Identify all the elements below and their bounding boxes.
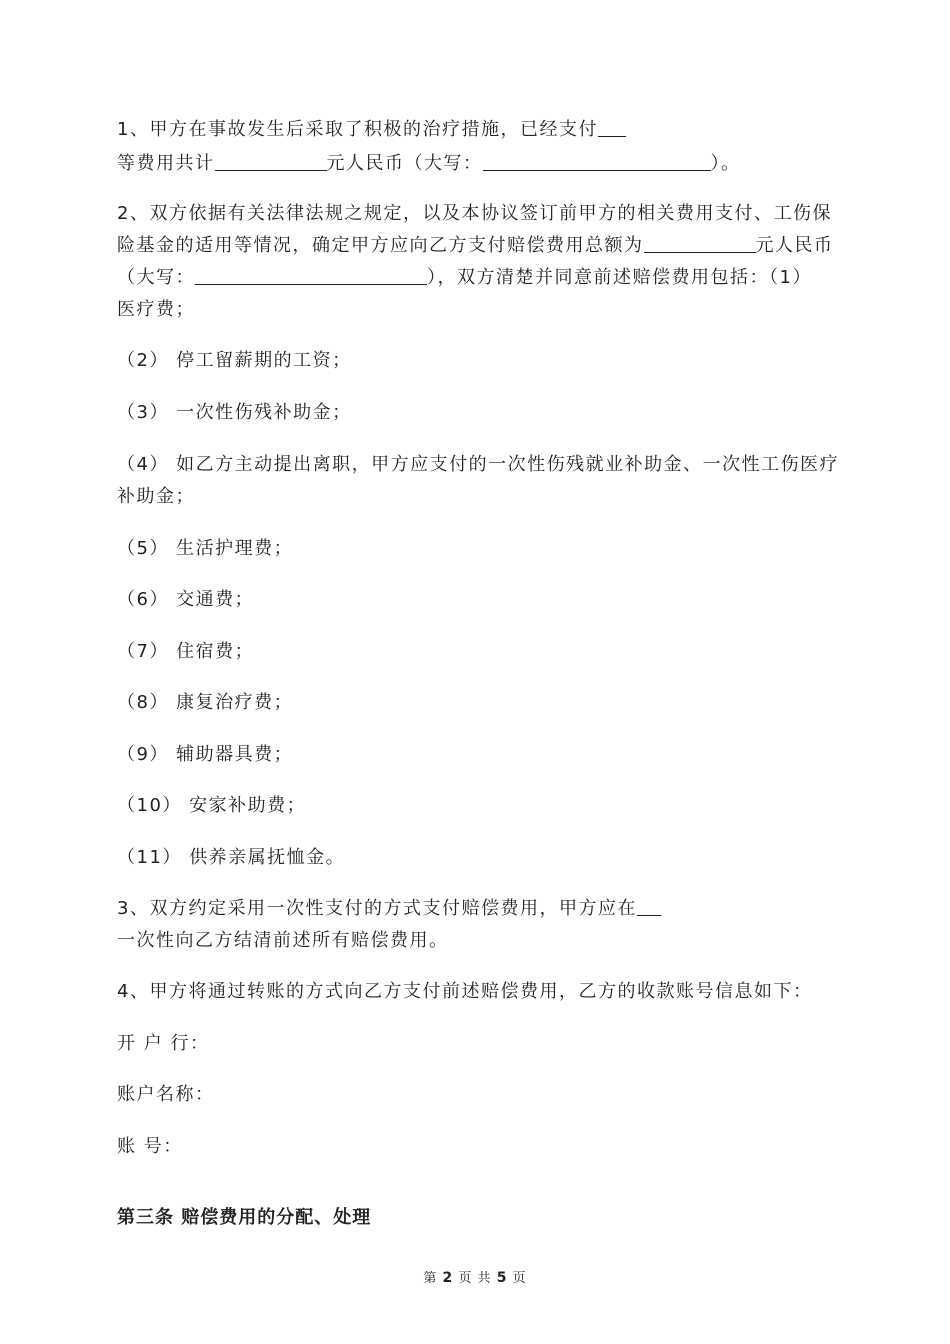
clause-1-line-2 [117,148,832,180]
list-item: （10） 安家补助费； [117,795,307,816]
blank-field-date[interactable] [637,895,661,916]
clause-2-line-1 [117,198,832,230]
clause-2-line-4 [117,294,832,326]
clause-1-text-c: 元人民币（大写： [326,153,483,174]
list-item: （6） 交通费； [117,589,255,610]
clause-3-text-a: 3、双方约定采用一次性支付的方式支付赔偿费用，甲方应在 [117,898,637,919]
clause-2-text-f: 医疗费； [117,299,195,320]
footer-middle: 页 共 [458,1271,492,1286]
list-item: （11） 供养亲属抚恤金。 [117,847,346,868]
blank-field[interactable] [598,116,626,137]
clause-2-text-b: 险基金的适用等情况，确定甲方应向乙方支付赔偿费用总额为 [117,235,644,256]
account-name-label: 账户名称： [117,1084,215,1105]
clause-2-text-d: （大写： [117,267,195,288]
list-item: （8） 康复治疗费； [117,692,294,713]
list-item: （4） 如乙方主动提出离职，甲方应支付的一次性伤残就业补助金、一次性工伤医疗 [117,454,840,475]
current-page-number: 2 [442,1270,454,1286]
clause-1-text-a: 1、甲方在事故发生后采取了积极的治疗措施，已经支付 [117,119,598,140]
footer-suffix: 页 [512,1271,527,1286]
account-number-label: 账 号： [117,1136,183,1157]
clause-2-line-2 [117,230,832,262]
clause-3-line-1 [117,893,832,925]
list-item: （5） 生活护理费； [117,538,294,559]
clause-4: 4、甲方将通过转账的方式向乙方支付前述赔偿费用，乙方的收款账号信息如下： [117,981,813,1002]
list-item: （3） 一次性伤残补助金； [117,402,352,423]
blank-field-amount[interactable] [215,150,327,171]
clause-1-text-d: ）。 [710,153,741,174]
list-item-continuation: 补助金； [117,486,195,507]
section-heading: 第三条 赔偿费用的分配、处理 [117,1207,372,1228]
blank-field-total[interactable] [644,232,756,253]
page-footer [0,1268,950,1289]
blank-field-total-words[interactable] [195,264,427,285]
clause-2-text-a: 2、双方依据有关法律法规之规定，以及本协议签订前甲方的相关费用支付、工伤保 [117,203,832,224]
clause-3-line-2: 一次性向乙方结清前述所有赔偿费用。 [117,930,449,951]
clause-1-line-1 [117,114,832,146]
clause-2-text-c: 元人民币 [755,235,834,256]
blank-field-amount-words[interactable] [483,150,711,171]
clause-2-line-3 [117,262,832,294]
bank-label: 开 户 行： [117,1033,210,1054]
list-item: （9） 辅助器具费； [117,744,294,765]
clause-2-text-e: ），双方清楚并同意前述赔偿费用包括：（1） [427,267,812,288]
footer-prefix: 第 [423,1271,438,1286]
list-item: （2） 停工留薪期的工资； [117,350,352,371]
total-pages-number: 5 [496,1270,508,1286]
list-item: （7） 住宿费； [117,641,255,662]
clause-1-text-b: 等费用共计 [117,153,215,174]
